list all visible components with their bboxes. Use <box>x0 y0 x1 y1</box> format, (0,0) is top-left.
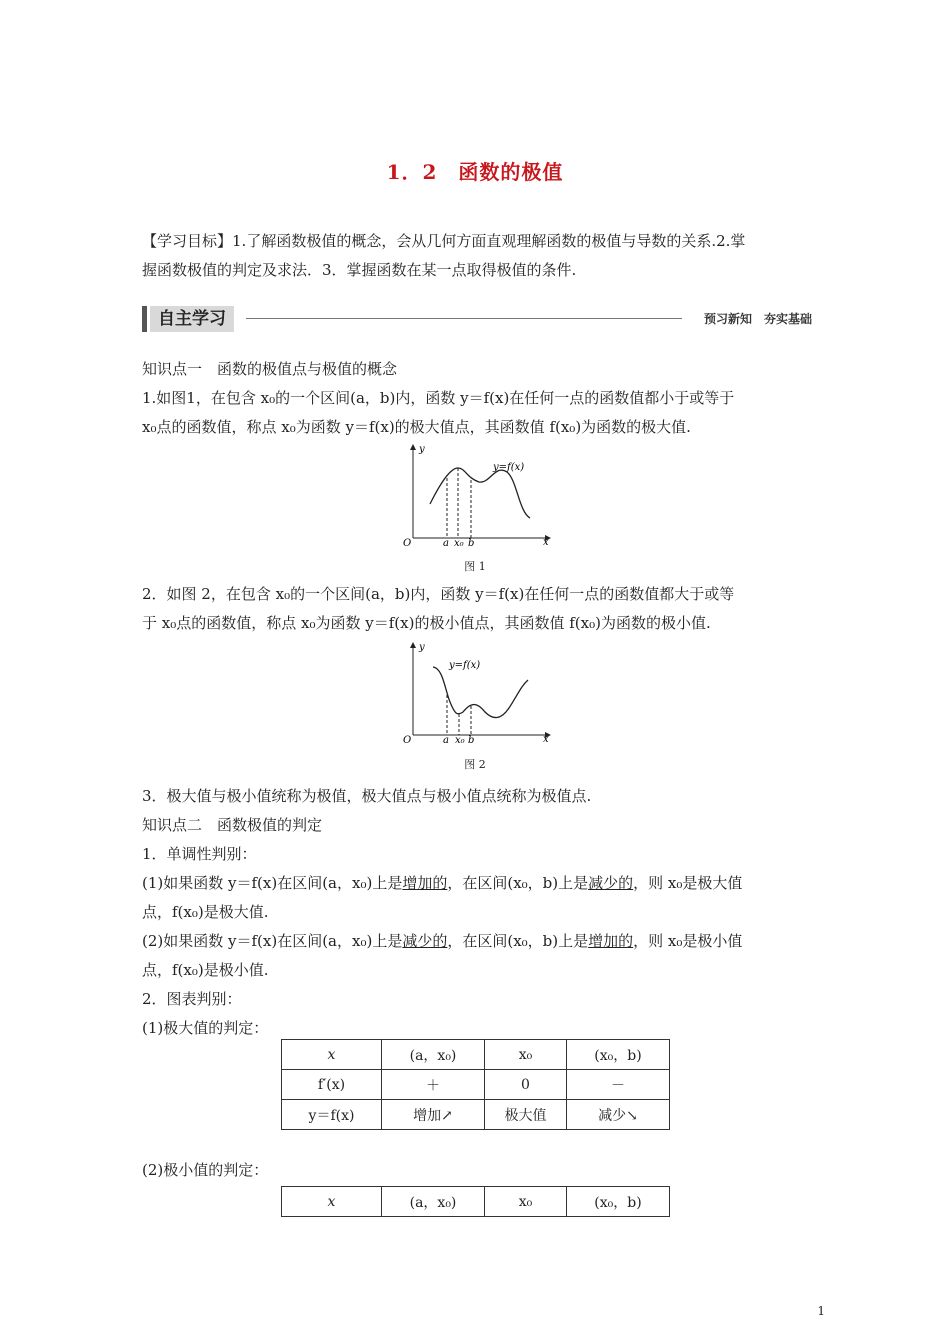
rule1-post: ，则 x₀是极大值 <box>633 874 743 892</box>
figure-2 <box>395 640 555 745</box>
kp2-item2: 2．图表判别： <box>142 990 242 1008</box>
table-cell: x <box>282 1040 382 1070</box>
table-cell: x <box>282 1187 382 1217</box>
fig1-x0-label: x₀ <box>454 538 464 547</box>
fig1-y-arrow <box>410 444 416 450</box>
fig1-origin: O <box>403 538 412 547</box>
rule1-mid: ，在区间(x₀，b)上是 <box>447 874 589 892</box>
section-divider <box>246 318 682 319</box>
kp1-block-2 <box>142 580 812 638</box>
fig1-a-label: a <box>443 538 449 547</box>
rule1-underline-2: 减少的 <box>588 874 634 892</box>
table-cell: (a，x₀) <box>382 1040 485 1070</box>
fig2-curve-label: y=f(x) <box>449 660 481 671</box>
kp2-heading: 知识点二 函数极值的判定 <box>142 816 323 834</box>
page-number: 1 <box>817 1304 825 1318</box>
learning-objectives <box>142 227 812 285</box>
fig2-x0-label: x₀ <box>455 735 465 745</box>
fig2-origin: O <box>403 735 412 745</box>
rule1-underline-1: 增加的 <box>402 874 448 892</box>
fig2-y-arrow <box>410 642 416 648</box>
table-cell: x₀ <box>485 1187 567 1217</box>
rule2-mid: ，在区间(x₀，b)上是 <box>447 932 589 950</box>
table-cell: (x₀，b) <box>567 1187 670 1217</box>
table-cell: 增加↗ <box>382 1100 485 1130</box>
fig2-caption: 图 2 <box>464 758 486 771</box>
figure-1 <box>395 442 555 547</box>
kp-block-3 <box>142 782 812 1043</box>
table-cell: f′(x) <box>282 1070 382 1100</box>
table-row <box>282 1070 670 1100</box>
rule2-pre: (2)如果函数 y＝f(x)在区间(a，x₀)上是 <box>142 932 403 950</box>
section-marker <box>142 306 147 332</box>
fig1-b-label: b <box>468 538 475 547</box>
rule2-underline-1: 减少的 <box>402 932 448 950</box>
kp1-heading: 知识点一 函数的极值点与极值的概念 <box>142 360 398 378</box>
fig2-y-label: y <box>419 642 425 653</box>
kp2-rule1-line1 <box>142 869 812 898</box>
table-cell: ＋ <box>382 1070 485 1100</box>
objectives-label: 【学习目标】 <box>142 232 233 250</box>
fig1-y-label: y <box>419 444 425 455</box>
table-row <box>282 1187 670 1217</box>
kp2-rule1-line2: 点，f(x₀)是极大值. <box>142 903 269 921</box>
rule2-post: ，则 x₀是极小值 <box>633 932 743 950</box>
section-subtitle: 预习新知 夯实基础 <box>703 312 812 326</box>
kp1-p1-line1: 1.如图1，在包含 x₀的一个区间(a，b)内，函数 y＝f(x)在任何一点的函数值都小于或等于 <box>142 389 735 407</box>
fig1-x-label: x <box>543 537 549 547</box>
kp1-p2-line2: 于 x₀点的函数值，称点 x₀为函数 y＝f(x)的极小值点，其函数值 f(x₀)为函数的极小值. <box>142 614 711 632</box>
objectives-text-1: 1.了解函数极值的概念，会从几何方面直观理解函数的极值与导数的关系.2.掌 <box>232 232 746 250</box>
table-cell: 减少↘ <box>567 1100 670 1130</box>
table2-title: (2)极小值的判定： <box>142 1161 269 1179</box>
fig2-curve <box>433 667 528 718</box>
table-cell: y＝f(x) <box>282 1100 382 1130</box>
table-row <box>282 1100 670 1130</box>
section-header <box>142 306 812 332</box>
rule2-underline-2: 增加的 <box>588 932 634 950</box>
table-cell: (a，x₀) <box>382 1187 485 1217</box>
page-title: 1．2 函数的极值 <box>386 160 564 184</box>
fig2-x-label: x <box>543 734 549 745</box>
fig2-a-label: a <box>443 735 449 745</box>
kp2-rule2-line2: 点，f(x₀)是极小值. <box>142 961 269 979</box>
max-judgement-table <box>281 1039 670 1130</box>
rule1-pre: (1)如果函数 y＝f(x)在区间(a，x₀)上是 <box>142 874 403 892</box>
table-cell: － <box>567 1070 670 1100</box>
objectives-text-2: 握函数极值的判定及求法．3．掌握函数在某一点取得极值的条件. <box>142 261 577 279</box>
kp2-item1: 1．单调性判别： <box>142 845 257 863</box>
min-judgement-table <box>281 1186 670 1217</box>
kp1-p3: 3．极大值与极小值统称为极值，极大值点与极小值点统称为极值点. <box>142 787 592 805</box>
table1-title: (1)极大值的判定： <box>142 1019 269 1037</box>
kp1-p1-line2: x₀点的函数值，称点 x₀为函数 y＝f(x)的极大值点，其函数值 f(x₀)为函数的极大值. <box>142 418 691 436</box>
table-row <box>282 1040 670 1070</box>
kp1-block-1 <box>142 355 812 442</box>
kp2-rule2-line1 <box>142 927 812 956</box>
table-cell: x₀ <box>485 1040 567 1070</box>
table-cell: (x₀，b) <box>567 1040 670 1070</box>
kp1-p2-line1: 2．如图 2，在包含 x₀的一个区间(a，b)内，函数 y＝f(x)在任何一点的函数值都大于或等 <box>142 585 735 603</box>
fig1-caption: 图 1 <box>464 560 486 573</box>
table-cell: 0 <box>485 1070 567 1100</box>
table-cell: 极大值 <box>485 1100 567 1130</box>
fig1-curve <box>430 468 530 518</box>
section-label: 自主学习 <box>150 306 234 332</box>
fig1-curve-label: y=f(x) <box>493 462 525 473</box>
fig2-b-label: b <box>468 735 475 745</box>
